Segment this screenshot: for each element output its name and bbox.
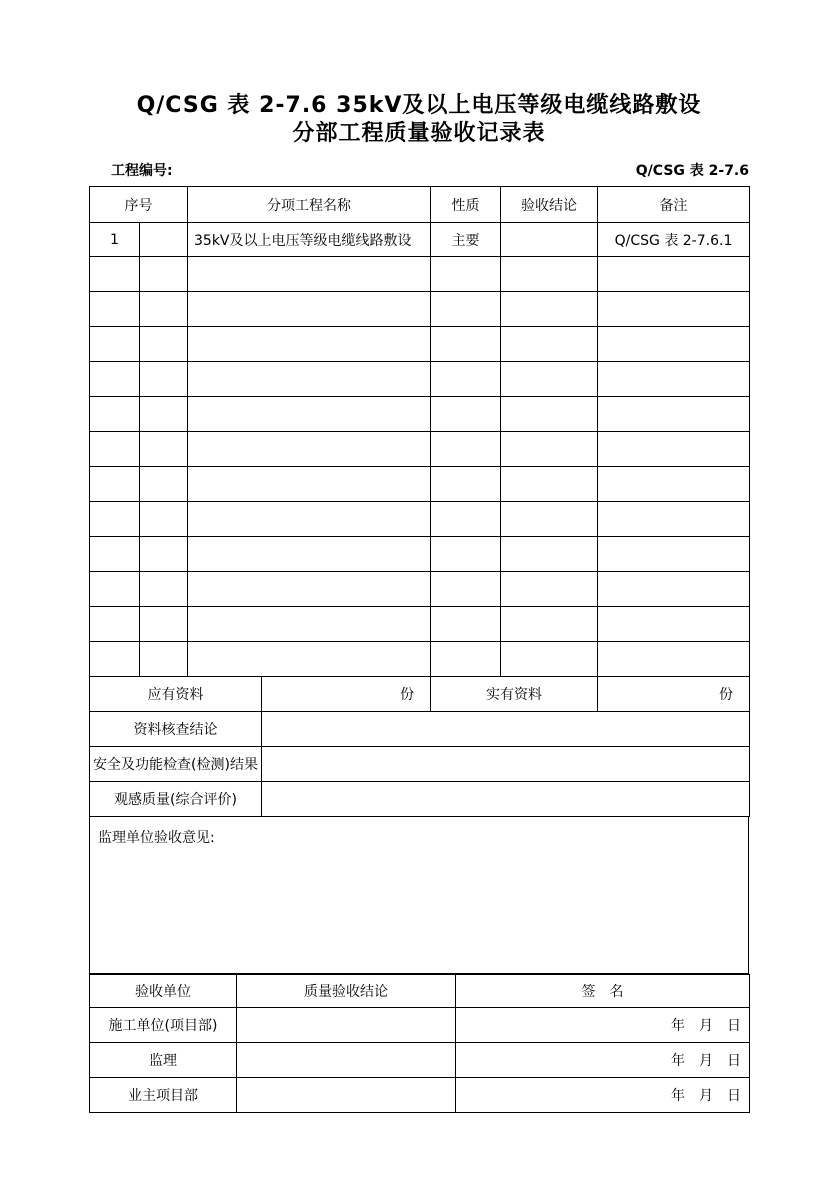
supervisor-opinion-box [89, 816, 749, 974]
empty-cell [598, 467, 750, 502]
empty-cell [140, 292, 188, 327]
empty-cell [90, 327, 140, 362]
name-cell: 35kV及以上电压等级电缆线路敷设 [188, 223, 431, 257]
empty-cell [140, 397, 188, 432]
document-page [89, 0, 749, 1113]
header-signature: 签 名 [456, 975, 750, 1008]
signature-row-supervisor [90, 1043, 750, 1078]
empty-cell [90, 432, 140, 467]
empty-cell [431, 537, 501, 572]
empty-cell [431, 572, 501, 607]
header-nature: 性质 [431, 187, 501, 223]
empty-cell [188, 397, 431, 432]
empty-cell [598, 537, 750, 572]
empty-cell [501, 362, 598, 397]
empty-cell [598, 642, 750, 677]
subproject-acceptance-table [89, 186, 750, 677]
supervisor-opinion-label: 监理单位验收意见: [98, 830, 215, 846]
empty-cell [90, 502, 140, 537]
empty-cell [501, 432, 598, 467]
empty-cell [598, 572, 750, 607]
empty-cell [90, 572, 140, 607]
empty-cell [431, 397, 501, 432]
unit-label: 监理 [90, 1043, 237, 1078]
empty-cell [90, 397, 140, 432]
safety-check-row [90, 747, 750, 782]
empty-row [90, 257, 750, 292]
empty-cell [90, 642, 140, 677]
signature-row-owner [90, 1078, 750, 1113]
signature-header-row [90, 975, 750, 1008]
empty-cell [90, 607, 140, 642]
empty-cell [598, 432, 750, 467]
signature-table [89, 974, 750, 1113]
empty-row [90, 537, 750, 572]
conclusion-cell [501, 223, 598, 257]
main-table-body [90, 223, 750, 677]
safety-check-value-cell [262, 747, 750, 782]
date-placeholder: 年 月 日 [456, 1043, 750, 1078]
empty-cell [188, 502, 431, 537]
empty-cell [90, 257, 140, 292]
empty-cell [598, 607, 750, 642]
empty-cell [188, 257, 431, 292]
doc-check-row [90, 712, 750, 747]
seq-cell: 1 [90, 223, 140, 257]
empty-cell [501, 292, 598, 327]
document-title [89, 92, 749, 148]
empty-cell [188, 572, 431, 607]
empty-cell [501, 572, 598, 607]
remark-cell: Q/CSG 表 2-7.6.1 [598, 223, 750, 257]
required-docs-value-cell: 份 [262, 677, 431, 712]
empty-cell [140, 642, 188, 677]
empty-cell [598, 292, 750, 327]
title-line-2: 分部工程质量验收记录表 [292, 121, 546, 146]
conclusion-cell [237, 1008, 456, 1043]
header-name: 分项工程名称 [188, 187, 431, 223]
empty-row [90, 362, 750, 397]
signature-row-construction [90, 1008, 750, 1043]
required-docs-label: 应有资料 [90, 677, 262, 712]
empty-cell [140, 467, 188, 502]
header-remark: 备注 [598, 187, 750, 223]
empty-cell [188, 467, 431, 502]
empty-cell [188, 432, 431, 467]
empty-cell [501, 467, 598, 502]
header-conclusion: 验收结论 [501, 187, 598, 223]
empty-cell [140, 432, 188, 467]
project-number-label: 工程编号: [111, 163, 173, 179]
empty-row [90, 642, 750, 677]
empty-cell [140, 607, 188, 642]
table-row [90, 223, 750, 257]
conclusion-cell [237, 1078, 456, 1113]
empty-cell [90, 537, 140, 572]
empty-row [90, 502, 750, 537]
seq-sub-cell [140, 223, 188, 257]
doc-check-value-cell [262, 712, 750, 747]
empty-cell [90, 292, 140, 327]
empty-cell [188, 537, 431, 572]
appearance-value-cell [262, 782, 750, 817]
empty-cell [598, 362, 750, 397]
title-line-1: Q/CSG 表 2-7.6 35kV及以上电压等级电缆线路敷设 [136, 93, 702, 118]
appearance-row [90, 782, 750, 817]
empty-cell [90, 362, 140, 397]
empty-row [90, 327, 750, 362]
summary-table [89, 676, 750, 817]
empty-cell [431, 362, 501, 397]
empty-cell [501, 642, 598, 677]
nature-cell: 主要 [431, 223, 501, 257]
empty-row [90, 572, 750, 607]
meta-row [89, 162, 749, 180]
empty-cell [431, 432, 501, 467]
empty-cell [598, 327, 750, 362]
empty-cell [501, 502, 598, 537]
empty-cell [188, 642, 431, 677]
form-reference: Q/CSG 表 2-7.6 [635, 163, 749, 179]
empty-cell [140, 572, 188, 607]
actual-docs-label: 实有资料 [431, 677, 598, 712]
empty-cell [90, 467, 140, 502]
empty-cell [188, 607, 431, 642]
date-placeholder: 年 月 日 [456, 1008, 750, 1043]
header-acceptance-unit: 验收单位 [90, 975, 237, 1008]
empty-row [90, 397, 750, 432]
empty-cell [188, 292, 431, 327]
empty-cell [431, 642, 501, 677]
main-table-header-row [90, 187, 750, 223]
empty-cell [140, 362, 188, 397]
empty-cell [431, 502, 501, 537]
empty-cell [140, 537, 188, 572]
empty-cell [501, 397, 598, 432]
empty-cell [598, 257, 750, 292]
empty-cell [431, 257, 501, 292]
empty-cell [501, 257, 598, 292]
empty-cell [188, 327, 431, 362]
empty-cell [598, 397, 750, 432]
header-quality-conclusion: 质量验收结论 [237, 975, 456, 1008]
empty-row [90, 292, 750, 327]
conclusion-cell [237, 1043, 456, 1078]
empty-cell [431, 327, 501, 362]
docs-count-row [90, 677, 750, 712]
empty-cell [140, 327, 188, 362]
empty-cell [501, 327, 598, 362]
unit-label: 施工单位(项目部) [90, 1008, 237, 1043]
appearance-label: 观感质量(综合评价) [90, 782, 262, 817]
empty-cell [140, 257, 188, 292]
empty-row [90, 607, 750, 642]
actual-docs-value-cell: 份 [598, 677, 750, 712]
empty-cell [501, 607, 598, 642]
empty-cell [501, 537, 598, 572]
doc-check-label: 资料核查结论 [90, 712, 262, 747]
empty-cell [431, 607, 501, 642]
empty-cell [598, 502, 750, 537]
header-seq: 序号 [90, 187, 188, 223]
empty-cell [431, 292, 501, 327]
safety-check-label: 安全及功能检查(检测)结果 [90, 747, 262, 782]
empty-cell [431, 467, 501, 502]
empty-row [90, 467, 750, 502]
empty-row [90, 432, 750, 467]
date-placeholder: 年 月 日 [456, 1078, 750, 1113]
empty-cell [140, 502, 188, 537]
unit-label: 业主项目部 [90, 1078, 237, 1113]
empty-cell [188, 362, 431, 397]
